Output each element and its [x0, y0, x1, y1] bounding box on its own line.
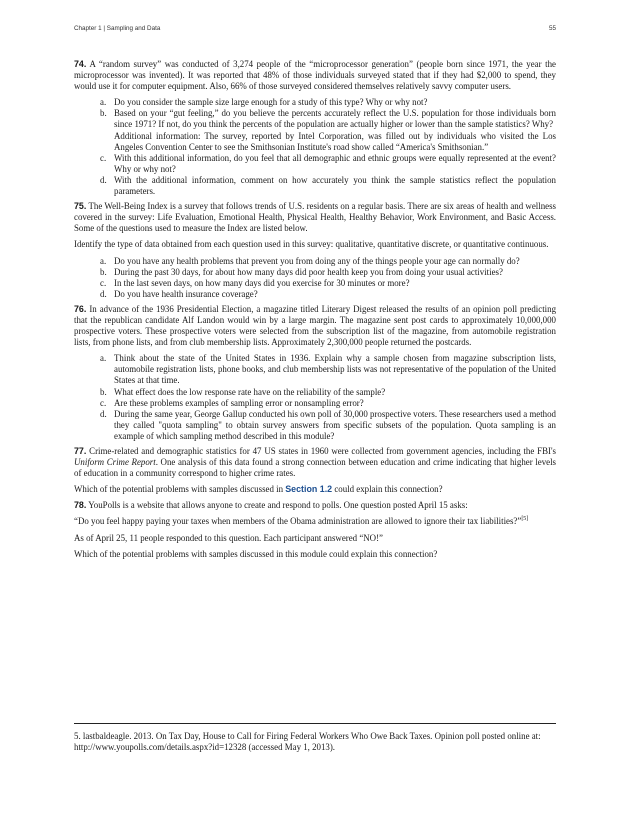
exercise-text: A “random survey” was conducted of 3,274 people of the “microprocessor generation” (people born since 1971, the year the microprocessor was invented). It was reported that 48% of those individuals surveyed stated that if they had $2,000 to spend, they would use it for computer equipment. Also, 66% of those surveyed considered themselves relatively savvy computer users. [74, 59, 556, 92]
item-text: During the past 30 days, for about how many days did poor health keep you from doing your usual activities? [114, 266, 503, 277]
list-item [100, 386, 556, 398]
item-letter: d. [100, 174, 107, 185]
item-letter: c. [100, 152, 107, 163]
question-text: could explain this connection? [332, 484, 443, 495]
exercise-number: 77. [74, 446, 87, 456]
list-item [100, 397, 556, 409]
item-letter: a. [100, 97, 107, 108]
exercise-question [74, 484, 556, 495]
list-item [100, 97, 556, 108]
chapter-title: Chapter 1 | Sampling and Data [74, 25, 161, 32]
item-additional-info: Additional information: The survey, reported by Intel Corporation, was filled out by individuals who visited the Los Angeles Convention Center to see the Smithsonian Institute's road show called “America's Smithsonian.” [114, 130, 556, 152]
exercise-paragraph [74, 201, 556, 234]
exercise-text: Crime-related and demographic statistics for 47 US states in 1960 were collected from government agencies, including the FBI's [89, 446, 556, 456]
item-text: With this additional information, do you feel that all demographic and ethnic groups were equally represented at the event? Why or why not? [114, 152, 556, 174]
question-text: Which of the potential problems with samples discussed in [74, 484, 286, 495]
exercise-78 [74, 500, 556, 559]
item-letter: c. [100, 277, 107, 288]
exercise-75 [74, 201, 556, 300]
exercise-76 [74, 304, 556, 442]
list-item [100, 152, 556, 175]
exercise-number: 75. [74, 201, 87, 212]
exercise-number: 78. [74, 500, 87, 511]
item-text: Do you have any health problems that prevent you from doing any of the things people your age can normally do? [114, 255, 520, 266]
list-item [100, 174, 556, 197]
exercise-text: In advance of the 1936 Presidential Election, a magazine titled Literary Digest released the results of an opinion poll predicting that the republican candidate Alf Landon would win by a large margin. The magazine sent post cards to approximately 10,000,000 prospective voters. These prospective voters were selected from the subscription list of the magazine, from automobile registration lists, from phone lists, and from club membership lists. Approximately 2,300,000 people returned the postcards. [74, 303, 557, 348]
exercise-question: Which of the potential problems with samples discussed in this module could explain this connection? [74, 548, 438, 559]
page-number: 55 [548, 25, 556, 32]
item-letter: d. [100, 288, 107, 299]
section-link[interactable]: Section 1.2 [285, 484, 333, 495]
exercise-74 [74, 59, 556, 197]
page-content [74, 59, 556, 565]
quote-text: “Do you feel happy paying your taxes when members of the Obama administration are allowed to ignore their tax liabilities?” [74, 516, 522, 527]
exercise-paragraph [74, 500, 556, 511]
item-letter: b. [100, 386, 107, 397]
exercise-paragraph [74, 304, 556, 348]
item-letter: c. [100, 397, 107, 408]
footnote-divider [74, 723, 556, 724]
item-letter: b. [100, 108, 107, 119]
exercise-items [74, 97, 556, 197]
item-text: Think about the state of the United States in 1936. Explain why a sample chosen from magazine subscription lists, automobile registration lists, phone books, and club membership lists was not representative of the population of the United States at that time. [114, 353, 556, 386]
exercise-number: 76. [74, 303, 87, 314]
list-item [100, 288, 556, 300]
item-text: In the last seven days, on how many days did you exercise for 30 minutes or more? [114, 277, 410, 288]
poll-result: As of April 25, 11 people responded to this question. Each participant answered “NO!” [74, 532, 383, 543]
list-item [100, 108, 556, 152]
report-title: Uniform Crime Report [74, 457, 156, 468]
exercise-paragraph [74, 446, 556, 479]
list-item [100, 277, 556, 289]
item-letter: a. [100, 255, 107, 266]
exercise-number: 74. [74, 59, 87, 69]
list-item [100, 353, 556, 386]
item-text: Do you consider the sample size large enough for a study of this type? Why or why not? [114, 97, 428, 108]
page-header [74, 25, 556, 32]
exercise-text: YouPolls is a website that allows anyone to create and respond to polls. One question posted April 15 asks: [88, 500, 468, 511]
item-letter: b. [100, 266, 107, 277]
exercise-items [74, 256, 556, 300]
exercise-text: The Well-Being Index is a survey that follows trends of U.S. residents on a regular basis. There are six areas of health and wellness covered in the survey: Life Evaluation, Emotional Health, Physical Health, Healthy Behavior, Work Environment, and Basic Access. Some of the questions used to measure the Index are listed below. [74, 201, 557, 234]
exercise-paragraph [74, 59, 556, 92]
exercise-77 [74, 446, 556, 495]
list-item [100, 266, 556, 278]
item-letter: d. [100, 408, 107, 419]
exercise-instruction: Identify the type of data obtained from each question used in this survey: qualitative, quantitative discrete, or quantitative continuous. [74, 239, 549, 250]
poll-quote [74, 516, 556, 527]
item-text: What effect does the low response rate have on the reliability of the sample? [114, 386, 386, 397]
list-item [100, 408, 556, 442]
exercise-items [74, 353, 556, 442]
item-text: Based on your “gut feeling,” do you believe the percents accurately reflect the U.S. population for those individuals born since 1971? If not, do you think the percents of the population are actually higher or lower than the sample statistics? Why? [114, 108, 556, 130]
item-letter: a. [100, 353, 107, 364]
item-text: With the additional information, comment on how accurately you think the sample statistics reflect the population parameters. [114, 174, 556, 197]
item-text: Do you have health insurance coverage? [114, 288, 258, 299]
footnote-ref[interactable]: [5] [521, 516, 529, 523]
footnote: 5. lastbaldeagle. 2013. On Tax Day, House to Call for Firing Federal Workers Who Owe Back Taxes. Opinion poll posted online at: http://www.youpolls.com/details.aspx?id=12328 (accessed May 1, 2013). [74, 731, 541, 753]
item-text: Are these problems examples of sampling error or nonsampling error? [114, 397, 364, 408]
exercise-text: . One analysis of this data found a strong connection between education and crime indicating that higher levels of education in a community correspond to higher crime rates. [74, 457, 557, 479]
list-item [100, 255, 556, 267]
item-text: During the same year, George Gallup conducted his own poll of 30,000 prospective voters. These researchers used a method they called "quota sampling" to obtain survey answers from specific subsets of the population. Quota sampling is an example of which sampling method described in this module? [114, 408, 556, 441]
